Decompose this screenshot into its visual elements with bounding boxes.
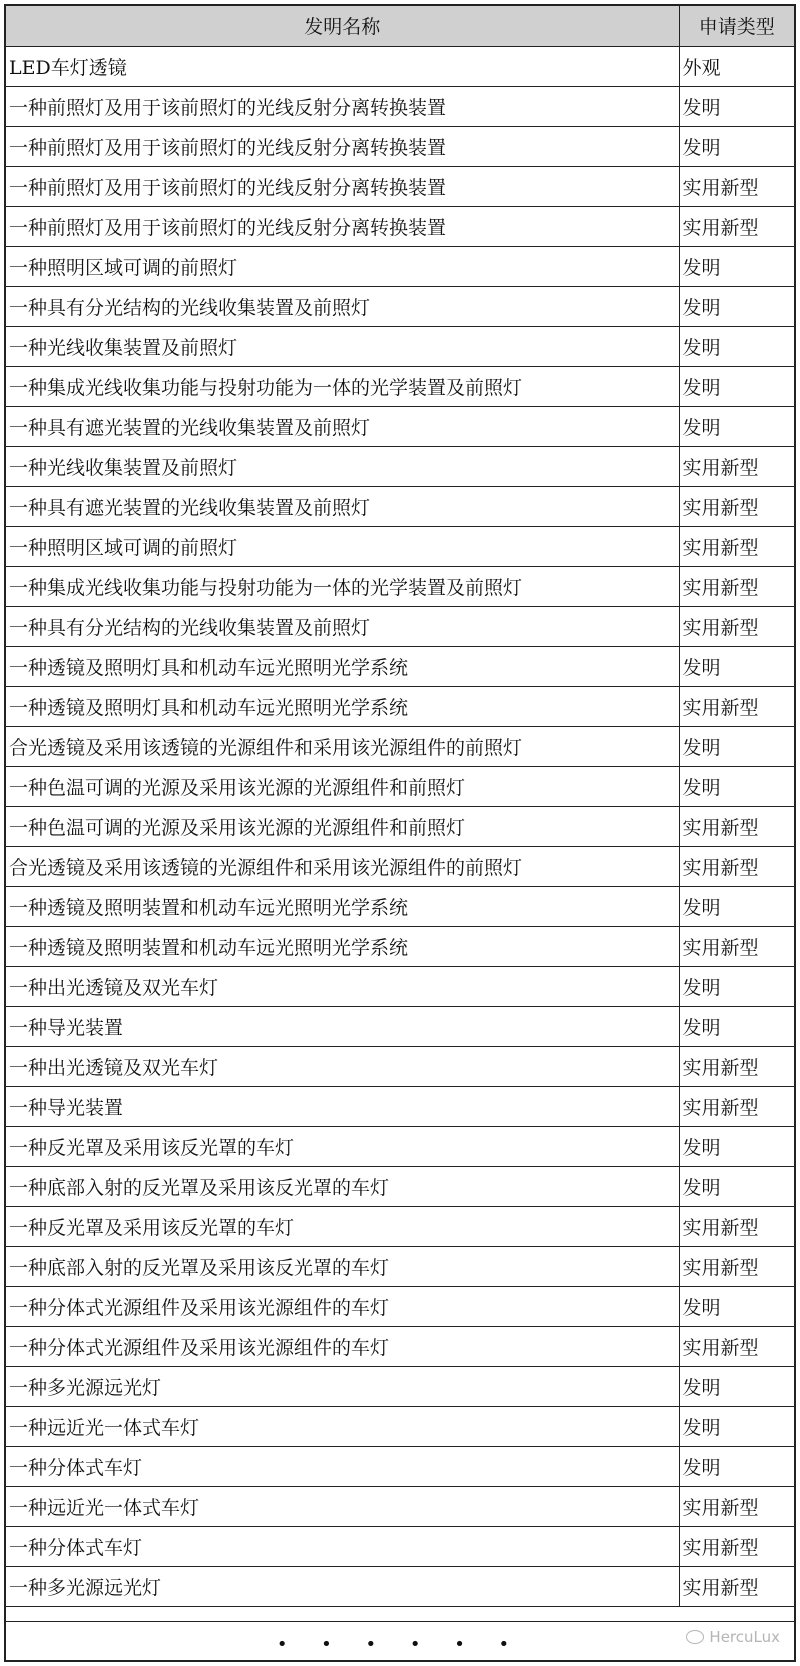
table-row [6, 766, 794, 806]
table-body [6, 46, 794, 1606]
invention-name-cell: 一种前照灯及用于该前照灯的光线反射分离转换装置 [6, 126, 679, 166]
table-row [6, 686, 794, 726]
table-row [6, 166, 794, 206]
watermark [686, 1628, 780, 1646]
table-footer [6, 1621, 794, 1660]
application-type-cell: 发明 [679, 726, 794, 766]
table-row [6, 46, 794, 86]
table-row [6, 1526, 794, 1566]
application-type-cell: 发明 [679, 766, 794, 806]
application-type-cell: 发明 [679, 886, 794, 926]
table-row [6, 246, 794, 286]
application-type-cell: 实用新型 [679, 1566, 794, 1606]
table-row [6, 1446, 794, 1486]
application-type-cell: 实用新型 [679, 1206, 794, 1246]
table-row [6, 926, 794, 966]
invention-name-cell: 一种透镜及照明装置和机动车远光照明光学系统 [6, 886, 679, 926]
table-row [6, 1246, 794, 1286]
application-type-cell: 实用新型 [679, 1526, 794, 1566]
invention-name-cell: 一种远近光一体式车灯 [6, 1406, 679, 1446]
invention-name-cell: 一种光线收集装置及前照灯 [6, 326, 679, 366]
application-type-cell: 发明 [679, 646, 794, 686]
invention-name-cell: 一种前照灯及用于该前照灯的光线反射分离转换装置 [6, 86, 679, 126]
application-type-cell: 发明 [679, 286, 794, 326]
wechat-icon [686, 1630, 704, 1644]
invention-name-cell: 一种底部入射的反光罩及采用该反光罩的车灯 [6, 1246, 679, 1286]
invention-name-cell: 一种出光透镜及双光车灯 [6, 966, 679, 1006]
invention-name-cell: 一种分体式车灯 [6, 1526, 679, 1566]
table-row [6, 1566, 794, 1606]
invention-name-cell: 一种分体式光源组件及采用该光源组件的车灯 [6, 1326, 679, 1366]
application-type-cell: 发明 [679, 1406, 794, 1446]
invention-name-cell: 一种多光源远光灯 [6, 1366, 679, 1406]
application-type-cell: 实用新型 [679, 1326, 794, 1366]
table-row [6, 486, 794, 526]
continuation-ellipsis: • • • • • • [276, 1634, 524, 1655]
invention-name-cell: 一种反光罩及采用该反光罩的车灯 [6, 1126, 679, 1166]
invention-name-cell: 合光透镜及采用该透镜的光源组件和采用该光源组件的前照灯 [6, 846, 679, 886]
invention-name-cell: 一种具有分光结构的光线收集装置及前照灯 [6, 606, 679, 646]
application-type-cell: 实用新型 [679, 686, 794, 726]
table-header-row [6, 6, 794, 46]
invention-name-cell: 一种分体式车灯 [6, 1446, 679, 1486]
table-row [6, 1166, 794, 1206]
invention-name-cell: 一种具有遮光装置的光线收集装置及前照灯 [6, 486, 679, 526]
invention-name-cell: 一种照明区域可调的前照灯 [6, 526, 679, 566]
table-row [6, 806, 794, 846]
invention-name-cell: 一种前照灯及用于该前照灯的光线反射分离转换装置 [6, 166, 679, 206]
table-row [6, 406, 794, 446]
application-type-cell: 发明 [679, 1446, 794, 1486]
application-type-cell: 实用新型 [679, 1246, 794, 1286]
patent-table-sheet [4, 4, 796, 1662]
application-type-cell: 实用新型 [679, 166, 794, 206]
invention-name-cell: LED车灯透镜 [6, 46, 679, 86]
application-type-cell: 实用新型 [679, 1086, 794, 1126]
table-row [6, 1126, 794, 1166]
application-type-cell: 实用新型 [679, 486, 794, 526]
application-type-cell: 实用新型 [679, 806, 794, 846]
invention-name-cell: 一种分体式光源组件及采用该光源组件的车灯 [6, 1286, 679, 1326]
invention-name-cell: 一种照明区域可调的前照灯 [6, 246, 679, 286]
application-type-cell: 实用新型 [679, 846, 794, 886]
table-row [6, 1006, 794, 1046]
invention-name-cell: 一种集成光线收集功能与投射功能为一体的光学装置及前照灯 [6, 566, 679, 606]
invention-name-cell: 一种反光罩及采用该反光罩的车灯 [6, 1206, 679, 1246]
application-type-cell: 实用新型 [679, 1046, 794, 1086]
invention-name-cell: 一种透镜及照明灯具和机动车远光照明光学系统 [6, 646, 679, 686]
table-row [6, 1326, 794, 1366]
patent-table [6, 6, 794, 1607]
table-row [6, 286, 794, 326]
application-type-cell: 发明 [679, 1126, 794, 1166]
invention-name-cell: 一种具有分光结构的光线收集装置及前照灯 [6, 286, 679, 326]
table-row [6, 86, 794, 126]
application-type-cell: 发明 [679, 406, 794, 446]
table-row [6, 966, 794, 1006]
invention-name-cell: 一种色温可调的光源及采用该光源的光源组件和前照灯 [6, 766, 679, 806]
invention-name-cell: 一种多光源远光灯 [6, 1566, 679, 1606]
table-row [6, 566, 794, 606]
table-row [6, 206, 794, 246]
invention-name-cell: 一种导光装置 [6, 1086, 679, 1126]
application-type-cell: 实用新型 [679, 1486, 794, 1526]
table-row [6, 646, 794, 686]
invention-name-cell: 一种远近光一体式车灯 [6, 1486, 679, 1526]
table-row [6, 1406, 794, 1446]
invention-name-cell: 一种光线收集装置及前照灯 [6, 446, 679, 486]
application-type-cell: 发明 [679, 1286, 794, 1326]
table-row [6, 366, 794, 406]
column-header-invention-name: 发明名称 [6, 6, 679, 46]
application-type-cell: 发明 [679, 366, 794, 406]
table-row [6, 886, 794, 926]
application-type-cell: 发明 [679, 126, 794, 166]
table-row [6, 846, 794, 886]
invention-name-cell: 一种出光透镜及双光车灯 [6, 1046, 679, 1086]
application-type-cell: 发明 [679, 1366, 794, 1406]
table-row [6, 726, 794, 766]
application-type-cell: 发明 [679, 246, 794, 286]
invention-name-cell: 一种集成光线收集功能与投射功能为一体的光学装置及前照灯 [6, 366, 679, 406]
application-type-cell: 实用新型 [679, 446, 794, 486]
invention-name-cell: 一种前照灯及用于该前照灯的光线反射分离转换装置 [6, 206, 679, 246]
table-row [6, 126, 794, 166]
application-type-cell: 发明 [679, 1006, 794, 1046]
invention-name-cell: 一种色温可调的光源及采用该光源的光源组件和前照灯 [6, 806, 679, 846]
table-row [6, 1046, 794, 1086]
application-type-cell: 外观 [679, 46, 794, 86]
invention-name-cell: 一种透镜及照明灯具和机动车远光照明光学系统 [6, 686, 679, 726]
application-type-cell: 发明 [679, 86, 794, 126]
application-type-cell: 发明 [679, 966, 794, 1006]
table-row [6, 1206, 794, 1246]
invention-name-cell: 一种导光装置 [6, 1006, 679, 1046]
table-row [6, 326, 794, 366]
application-type-cell: 实用新型 [679, 566, 794, 606]
table-row [6, 1486, 794, 1526]
invention-name-cell: 一种底部入射的反光罩及采用该反光罩的车灯 [6, 1166, 679, 1206]
application-type-cell: 实用新型 [679, 206, 794, 246]
application-type-cell: 实用新型 [679, 526, 794, 566]
table-row [6, 606, 794, 646]
table-row [6, 526, 794, 566]
table-row [6, 446, 794, 486]
invention-name-cell: 一种透镜及照明装置和机动车远光照明光学系统 [6, 926, 679, 966]
table-row [6, 1086, 794, 1126]
invention-name-cell: 合光透镜及采用该透镜的光源组件和采用该光源组件的前照灯 [6, 726, 679, 766]
application-type-cell: 实用新型 [679, 606, 794, 646]
application-type-cell: 发明 [679, 326, 794, 366]
watermark-text: HercuLux [709, 1628, 780, 1646]
table-row [6, 1286, 794, 1326]
application-type-cell: 实用新型 [679, 926, 794, 966]
application-type-cell: 发明 [679, 1166, 794, 1206]
table-row [6, 1366, 794, 1406]
invention-name-cell: 一种具有遮光装置的光线收集装置及前照灯 [6, 406, 679, 446]
column-header-application-type: 申请类型 [679, 6, 794, 46]
